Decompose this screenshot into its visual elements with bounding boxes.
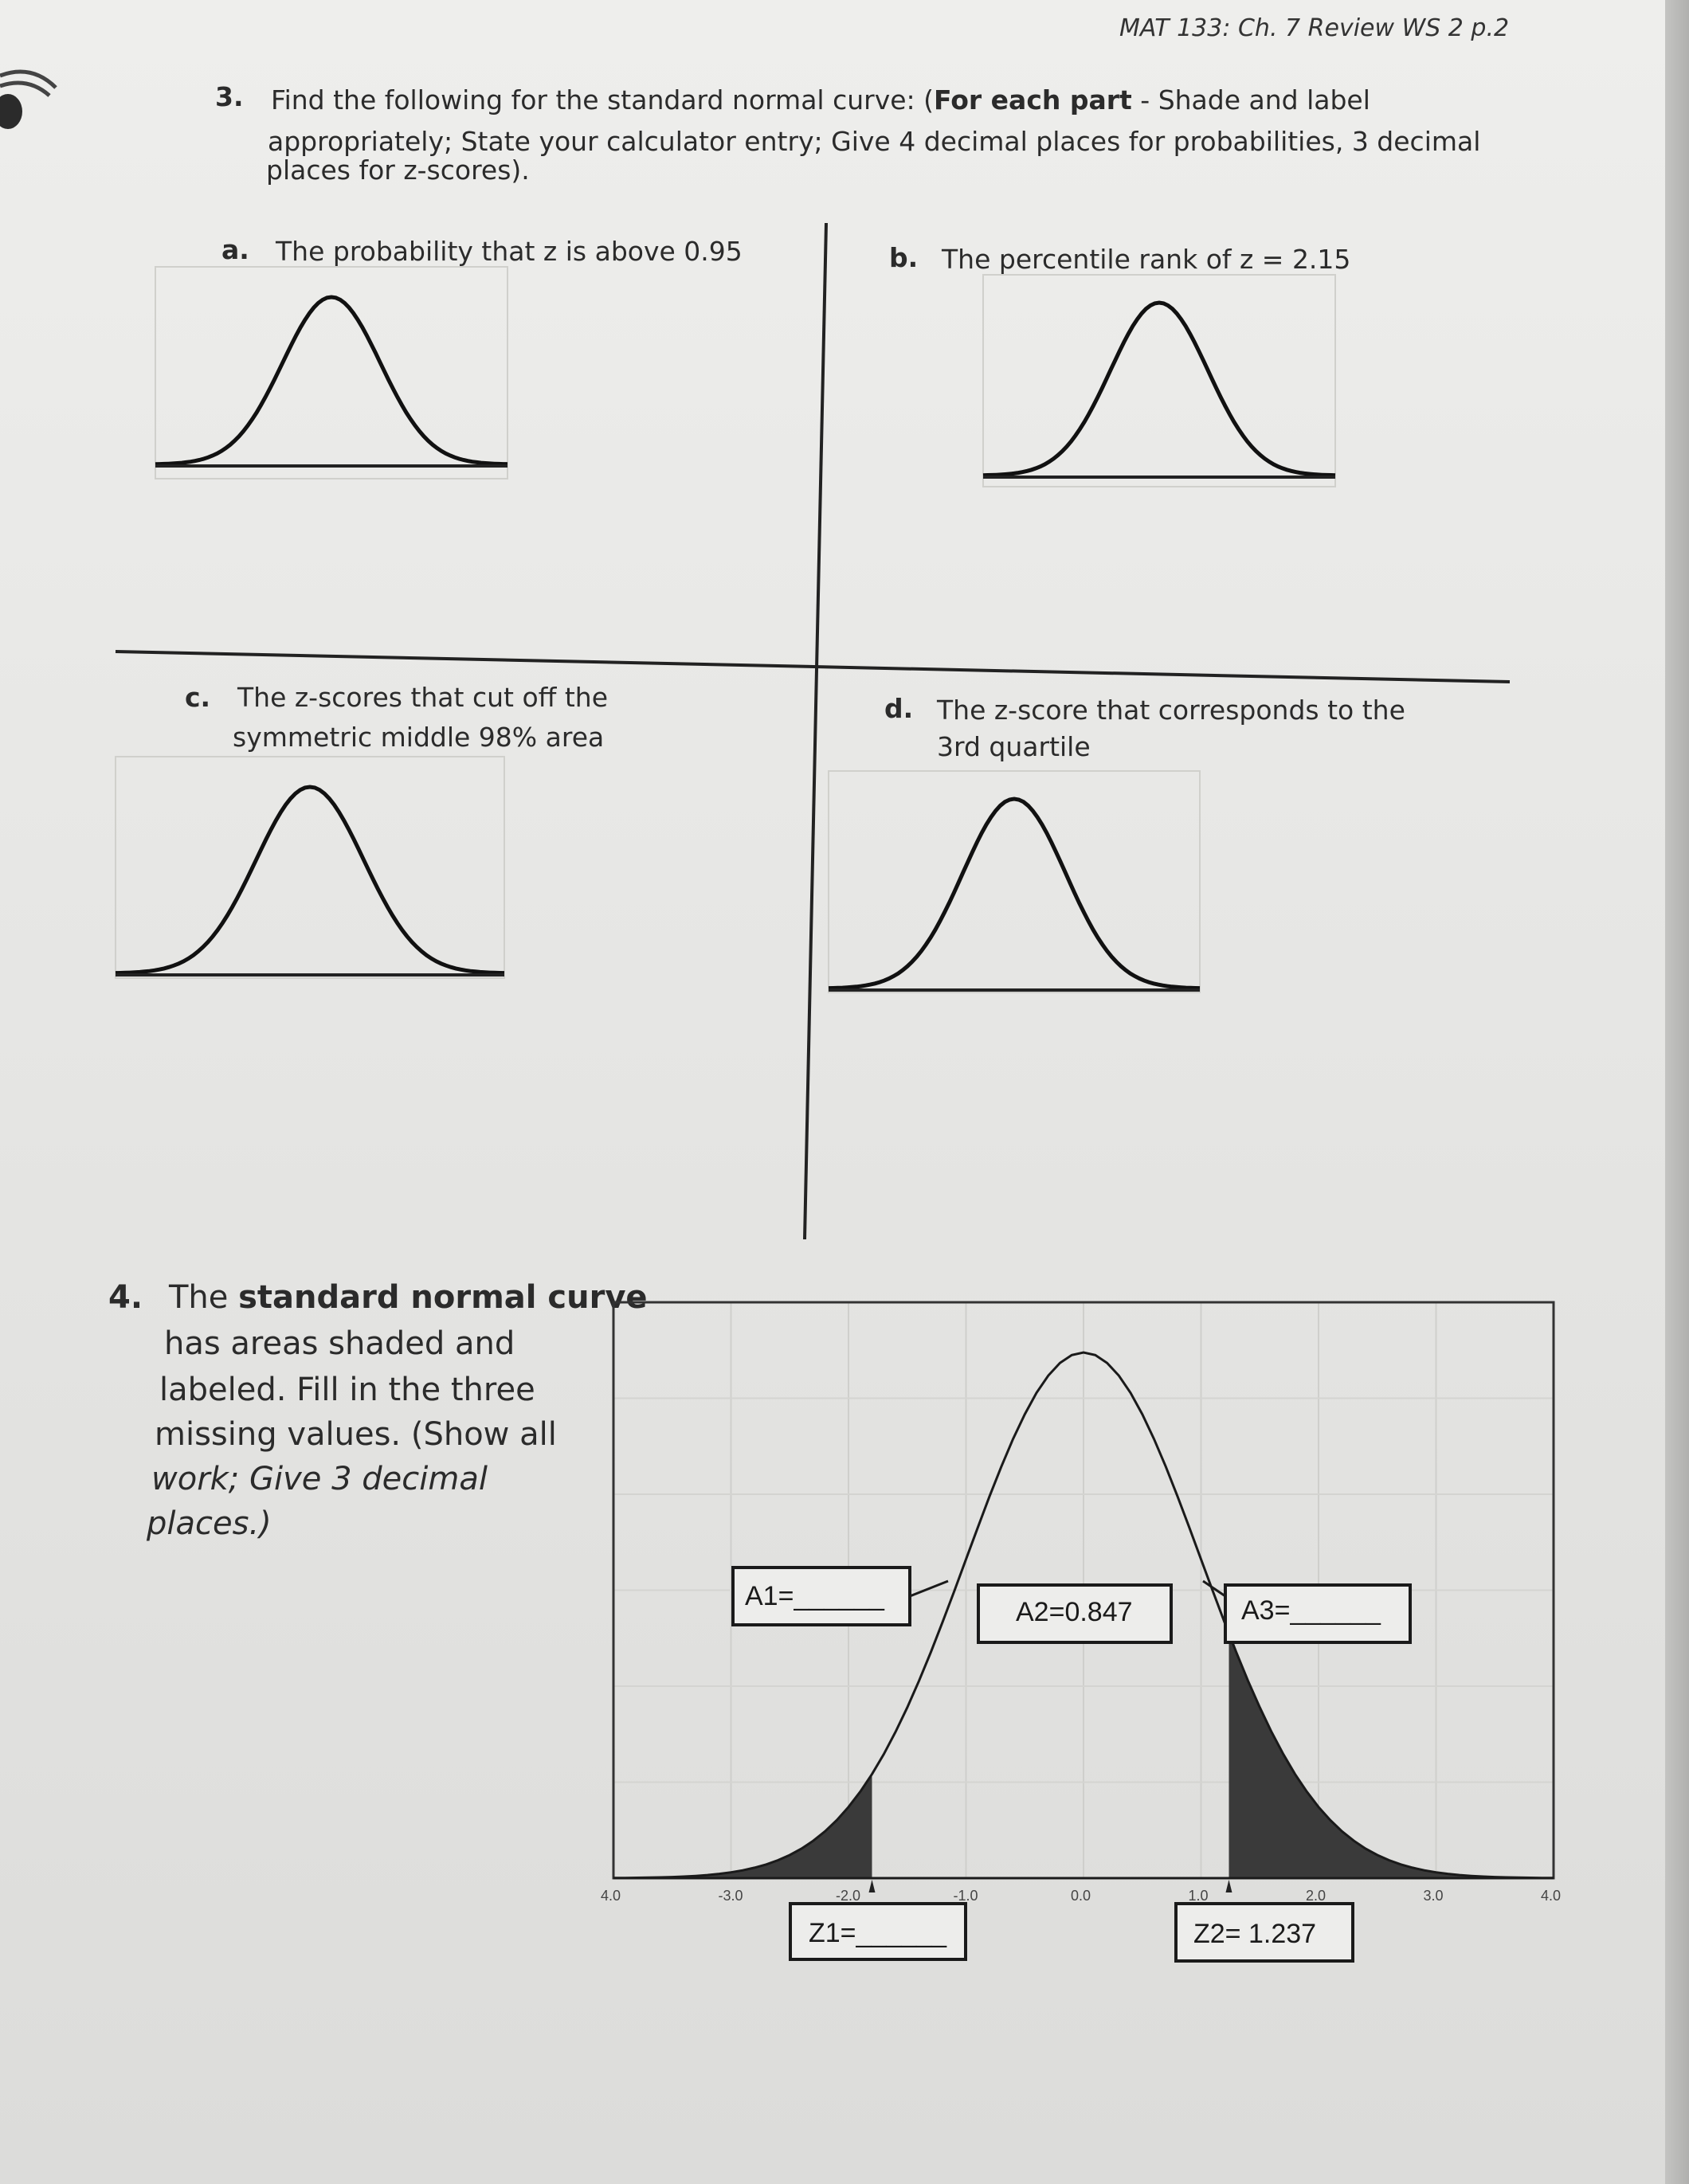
x-tick-label: -2.0 xyxy=(836,1888,861,1904)
question-3-number: 3. xyxy=(215,81,244,112)
binder-ring-mark xyxy=(0,83,49,96)
page-header: MAT 133: Ch. 7 Review WS 2 p.2 xyxy=(1119,14,1510,42)
divider-vertical-top xyxy=(817,223,826,669)
part-b-text: The percentile rank of z = 2.15 xyxy=(942,244,1351,275)
part-d-label: d. xyxy=(884,693,914,724)
x-tick-label: -1.0 xyxy=(953,1888,978,1904)
x-tick-label: 1.0 xyxy=(1188,1888,1209,1904)
part-d-line-2: 3rd quartile xyxy=(937,731,1091,762)
question-3-line-2: appropriately; State your calculator entry; Give 4 decimal places for probabilities, 3 decimal xyxy=(268,126,1481,157)
part-b-curve xyxy=(983,275,1335,487)
q3-line1-bold: For each part xyxy=(934,84,1132,115)
x-tick-label: 0.0 xyxy=(1071,1888,1091,1904)
shaded-region-a3 xyxy=(1229,1634,1554,1878)
question-4-line-5: work; Give 3 decimal xyxy=(151,1461,488,1497)
question-3-line-3: places for z-scores). xyxy=(266,155,530,186)
x-tick-label: 4.0 xyxy=(601,1888,621,1904)
part-d-line-1: The z-score that corresponds to the xyxy=(937,695,1405,726)
bell-curve xyxy=(829,799,1200,988)
question-4-line-4: missing values. (Show all xyxy=(155,1416,557,1453)
question-4-number: 4. xyxy=(108,1279,143,1316)
part-c-line-1: The z-scores that cut off the xyxy=(237,682,609,713)
question-4-line-6: places.) xyxy=(147,1505,272,1542)
z1-tick xyxy=(869,1880,876,1892)
question-4-line-2: has areas shaded and xyxy=(164,1325,515,1362)
question-4-line-3: labeled. Fill in the three xyxy=(159,1372,535,1408)
z1-label[interactable]: Z1=______ xyxy=(809,1918,946,1948)
z2-label: Z2= 1.237 xyxy=(1193,1919,1317,1949)
q4-line1-bold: standard normal curve xyxy=(238,1279,648,1316)
divider-horizontal xyxy=(116,652,1510,682)
part-a-text: The probability that z is above 0.95 xyxy=(276,236,743,267)
q3-line1-tail: - Shade and label xyxy=(1131,84,1370,115)
bell-curve xyxy=(116,787,504,973)
part-a-curve xyxy=(155,267,507,479)
x-tick-label: 4.0 xyxy=(1541,1888,1562,1904)
x-tick-label: -3.0 xyxy=(718,1888,743,1904)
part-c-label: c. xyxy=(185,682,211,713)
part-c-line-2: symmetric middle 98% area xyxy=(233,722,605,753)
curve-frame xyxy=(829,771,1200,992)
part-c-curve xyxy=(116,757,504,978)
a2-label: A2=0.847 xyxy=(1016,1597,1133,1627)
a3-label[interactable]: A3=______ xyxy=(1241,1595,1381,1626)
binder-hole xyxy=(0,94,22,129)
q3-line1-plain: Find the following for the standard normal curve: ( xyxy=(271,84,935,115)
bell-curve xyxy=(155,297,507,464)
curve-frame xyxy=(116,757,504,978)
bell-curve xyxy=(983,303,1335,476)
part-b-label: b. xyxy=(889,242,919,273)
part-a-label: a. xyxy=(221,234,249,265)
q4-normal-curve-graph xyxy=(613,1302,1554,1961)
x-tick-label: 2.0 xyxy=(1306,1888,1327,1904)
curve-frame xyxy=(983,275,1335,487)
z2-tick xyxy=(1225,1880,1232,1892)
part-d-curve xyxy=(829,771,1200,992)
shaded-region-a1 xyxy=(613,1774,872,1878)
a1-label[interactable]: A1=______ xyxy=(745,1581,884,1611)
q4-line1-plain: The xyxy=(169,1279,239,1316)
a1-pointer xyxy=(910,1581,948,1596)
x-tick-label: 3.0 xyxy=(1423,1888,1444,1904)
divider-vertical-bottom xyxy=(805,669,817,1239)
